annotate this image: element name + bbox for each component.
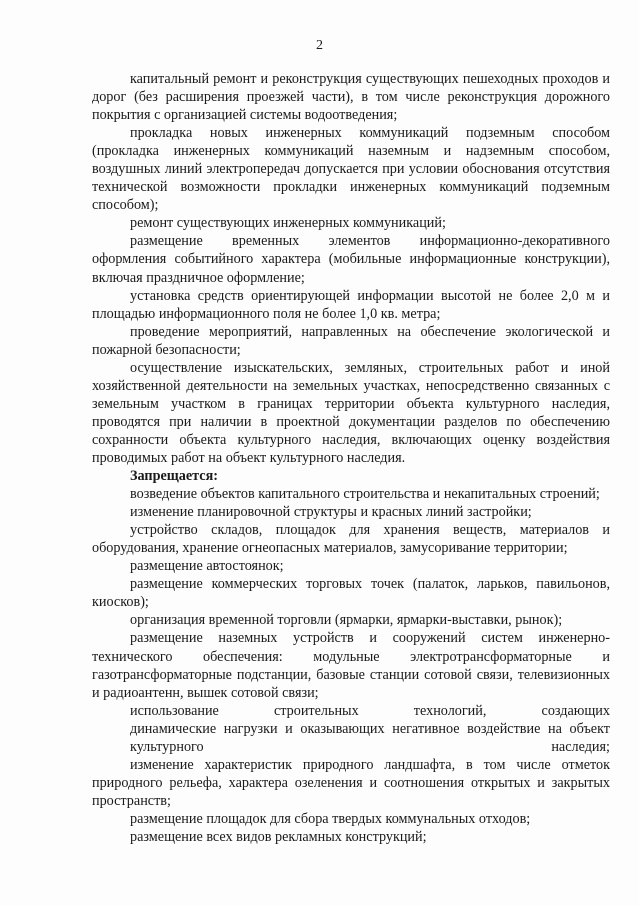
paragraph-temporary-trade-ban: организация временной торговли (ярмарки, ярмарки-выставки, рынок); xyxy=(130,612,563,629)
paragraph-planning-change-ban: изменение планировочной структуры и красных линий застройки; xyxy=(130,504,532,521)
section-heading-prohibited: Запрещается: xyxy=(130,468,218,485)
paragraph-construction-ban: возведение объектов капитального строительства и некапитальных строений; xyxy=(130,486,600,503)
paragraph-technologies-ban-cont: динамические нагрузки и оказывающих негативное воздействие на объект культурного наследия; xyxy=(130,720,610,755)
paragraph-new-utilities: прокладка новых инженерных коммуникаций подземным способом (прокладка инженерных коммуникаций наземным и надземным способом, воздушных линий электропередач допускается при условии обоснования отсутствия технической возможности прокладки инженерных коммуникаций подземным способом); xyxy=(92,125,610,214)
paragraph-orientation-signs: установка средств ориентирующей информации высотой не более 2,0 м и площадью информационного поля не более 1,0 кв. метра; xyxy=(92,287,610,322)
paragraph-survey-works: осуществление изыскательских, земляных, строительных работ и иной хозяйственной деятельности на земельных участках, непосредственно связанных с земельным участком в границах территории объекта культурного наследия, проводятся при наличии в проектной документации разделов по обеспечению сохранности объекта культурного наследия, включающих оценку воздействия проводимых работ на объект культурного наследия. xyxy=(92,359,610,466)
paragraph-temporary-decor: размещение временных элементов информационно-декоративного оформления событийного характера (мобильные информационные конструкции), включая праздничное оформление; xyxy=(92,233,610,286)
paragraph-parking-ban: размещение автостоянок; xyxy=(130,558,284,575)
paragraph-storage-ban: устройство складов, площадок для хранения веществ, материалов и оборудования, хранение огнеопасных материалов, замусоривание территории; xyxy=(92,522,610,557)
paragraph-technologies-ban-start: использование строительных технологий, создающих xyxy=(130,702,610,719)
paragraph-capital-repair: капитальный ремонт и реконструкция существующих пешеходных проходов и дорог (без расширения проезжей части), в том числе реконструкция дорожного покрытия с организацией системы водоотведения; xyxy=(92,71,610,124)
paragraph-landscape-change-ban: изменение характеристик природного ландшафта, в том числе отметок природного рельефа, характера озеленения и соотношения открытых и закрытых пространств; xyxy=(92,756,610,809)
paragraph-safety-measures: проведение мероприятий, направленных на обеспечение экологической и пожарной безопасности; xyxy=(92,323,610,358)
paragraph-waste-sites-ban: размещение площадок для сбора твердых коммунальных отходов; xyxy=(130,810,531,827)
paragraph-repair-utilities: ремонт существующих инженерных коммуникаций; xyxy=(130,215,446,232)
page-number: 2 xyxy=(316,38,323,53)
paragraph-engineering-structures-ban: размещение наземных устройств и сооружений систем инженерно-технического обеспечения: модульные электротрансформаторные и газотрансформаторные подстанции, базовые станции сотовой связи, телевизионных и радиоантенн, вышек сотовой связи; xyxy=(92,630,610,701)
paragraph-kiosks-ban: размещение коммерческих торговых точек (палаток, ларьков, павильонов, киосков); xyxy=(92,576,610,611)
paragraph-advertising-ban: размещение всех видов рекламных конструкций; xyxy=(130,828,427,845)
document-body xyxy=(92,70,610,846)
